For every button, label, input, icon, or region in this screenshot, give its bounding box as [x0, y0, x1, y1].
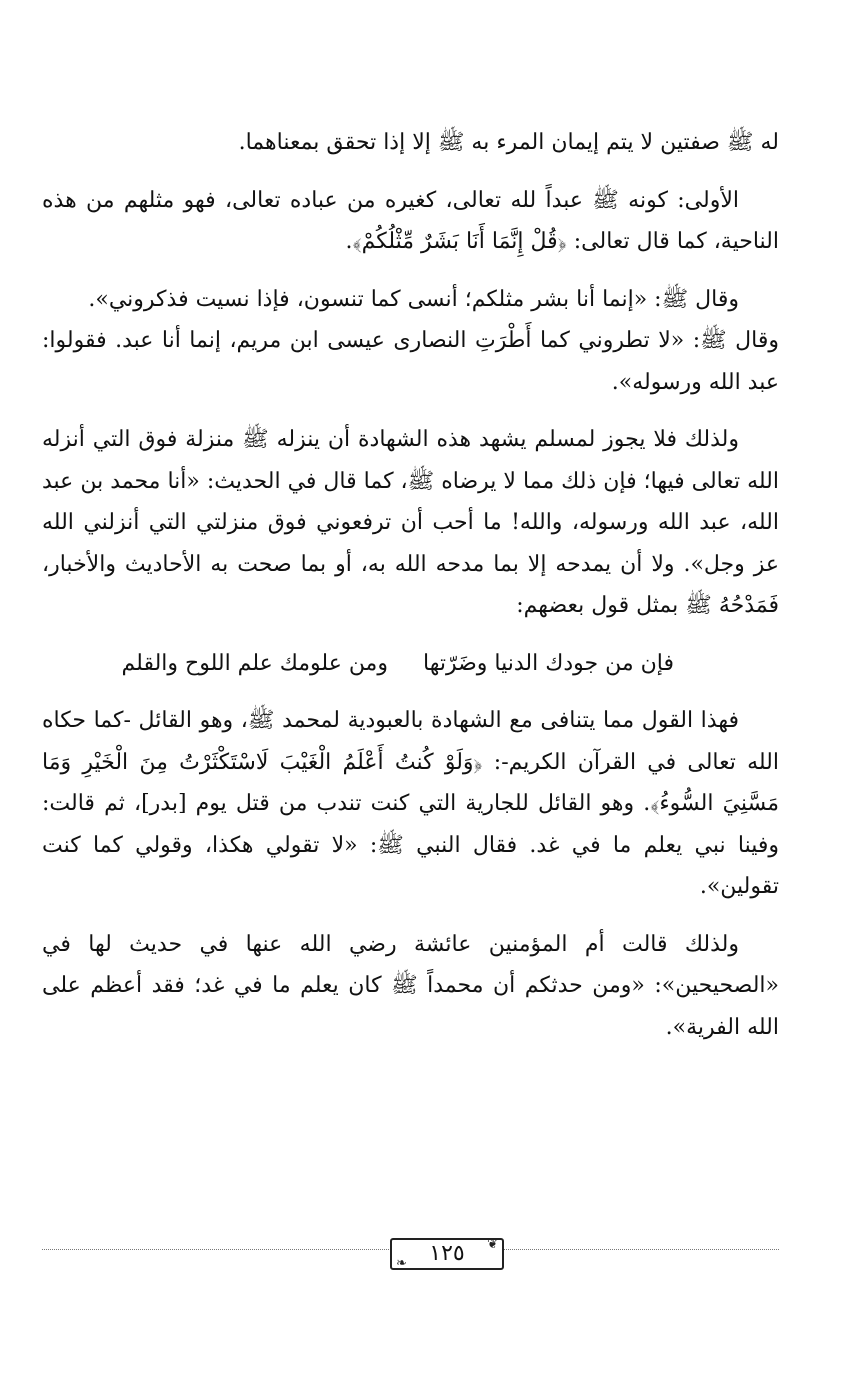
paragraph-5: ولذلك فلا يجوز لمسلم يشهد هذه الشهادة أن ينزله ﷺ منزلة فوق التي أنزله الله تعالى فيها؛ فإن ذلك مما لا يرضاه ﷺ، كما قال في الحديث: «أنا محمد بن عبد الله، عبد الله ورسوله، والله! ما أحب أن ترفعوني فوق منزلتي التي أنزلني الله عز وجل». ولا أن يمدحه إلا بما مدحه الله به، أو بما صحت به الأحاديث والأخبار، فَمَدْحُهُ ﷺ بمثل قول بعضهم:	[42, 427, 779, 618]
ornament-icon: ❧	[396, 1256, 407, 1271]
paragraph-1: له ﷺ صفتين لا يتم إيمان المرء به ﷺ إلا إذا تحقق بمعناهما.	[238, 130, 779, 155]
page-footer	[42, 1238, 779, 1272]
paragraph-6: فهذا القول مما يتنافى مع الشهادة بالعبودية لمحمد ﷺ، وهو القائل -كما حكاه الله تعالى في القرآن الكريم-: ﴿وَلَوْ كُنتُ أَعْلَمُ الْغَيْبَ لَاسْتَكْثَرْتُ مِنَ الْخَيْرِ وَمَا مَسَّنِيَ السُّوءُ﴾. وهو القائل للجارية التي كنت تندب من قتل يوم [بدر]، ثم قالت: وفينا نبي يعلم ما في غد. فقال النبي ﷺ: «لا تقولي هكذا، وقولي كما كنت تقولين».	[42, 708, 779, 899]
paragraph-3: وقال ﷺ: «إنما أنا بشر مثلكم؛ أنسى كما تنسون، فإذا نسيت فذكروني».	[88, 286, 739, 312]
paragraph-7: ولذلك قالت أم المؤمنين عائشة رضي الله عنها في حديث لها في «الصحيحين»: «ومن حدثكم أن محمداً ﷺ كان يعلم ما في غد؛ فقد أعظم على الله الفرية».	[42, 931, 779, 1040]
verse-second-half: ومن علومك علم اللوح والقلم	[121, 650, 388, 676]
page-number-frame	[390, 1238, 504, 1270]
poetry-verse	[42, 643, 779, 685]
paragraph-2: الأولى: كونه ﷺ عبداً لله تعالى، كغيره من عباده تعالى، فهو مثلهم من هذه الناحية، كما قال تعالى: ﴿قُلْ إِنَّمَا أَنَا بَشَرٌ مِّثْلُكُمْ﴾.	[42, 187, 779, 254]
paragraph-4: وقال ﷺ: «لا تطروني كما أَطْرَتِ النصارى عيسى ابن مريم، إنما أنا عبد. فقولوا: عبد الله ورسوله».	[42, 328, 780, 395]
page-number: ١٢٥	[429, 1241, 465, 1266]
body-text	[42, 122, 779, 1064]
verse-first-half: فإن من جودك الدنيا وضَرّتها	[422, 650, 674, 676]
ornament-icon: ❦	[487, 1237, 498, 1252]
